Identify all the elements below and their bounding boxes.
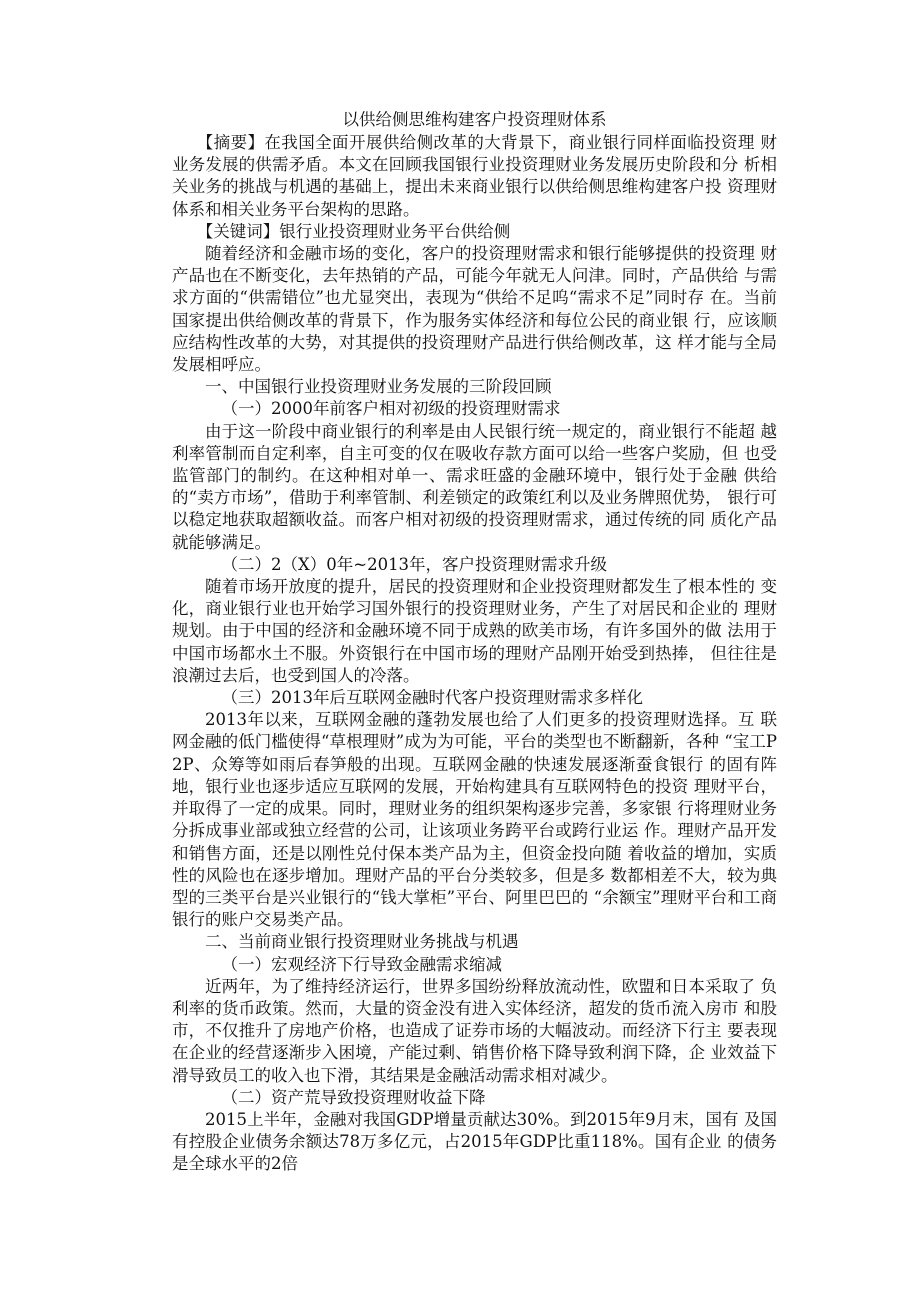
section-2-sub-2-heading: （二）资产荒导致投资理财收益下降 (221, 1087, 486, 1107)
section-1-sub-2-heading: （二）2（X）0年~2013年，客户投资理财需求升级 (221, 554, 608, 574)
section-1-sub-3-heading: （三）2013年后互联网金融时代客户投资理财需求多样化 (221, 688, 643, 708)
section-1-sub-3-paragraph: 2013年以来，互联网金融的蓬勃发展也给了人们更多的投资理财选择。互 联网金融的低门槛使得“草根理财”成为为可能，平台的类型也不断翻新，各种 “宝工P2P、众筹等如雨后春笋般的出现。互联网金融的快速发展逐渐蚕食银行 的固有阵地，银行业也逐步适应互联网的发展，开始构建具有互联网特色的投资 理财平台，并取得了一定的成果。同时，理财业务的组织架构逐步完善，多家银 行将理财业务分拆成事业部或独立经营的公司，让该项业务跨平台或跨行业运 作。理财产品开发和销售方面，还是以刚性兑付保本类产品为主，但资金投向随 着收益的增加，实质性的风险也在逐步增加。理财产品的平台分类较多，但是多 数都相差不大，较为典型的三类平台是兴业银行的“钱大掌柜”平台、阿里巴巴的 “余额宝”理财平台和工商银行的账户交易类产品。 (172, 710, 777, 930)
section-1-sub-1-heading: （一）2000年前客户相对初级的投资理财需求 (221, 399, 561, 419)
section-1-sub-1-paragraph: 由于这一阶段中商业银行的利率是由人民银行统一规定的，商业银行不能超 越利率管制而自定利率，自主可变的仅在吸收存款方面可以给一些客户奖励，但 也受监管部门的制约。在这种相对单一、需求旺盛的金融环境中，银行处于金融 供给的“卖方市场”，借助于利率管制、利差锁定的政策红利以及业务牌照优势， 银行可以稳定地获取超额收益。而客户相对初级的投资理财需求，通过传统的同 质化产品就能够满足。 (172, 421, 777, 552)
section-1-sub-2-paragraph: 随着市场开放度的提升，居民的投资理财和企业投资理财都发生了根本性的 变化，商业银行业也开始学习国外银行的投资理财业务，产生了对居民和企业的 理财规划。由于中国的经济和金融环境不同于成熟的欧美市场，有许多国外的做 法用于中国市场都水土不服。外资银行在中国市场的理财产品刚开始受到热捧， 但往往是浪潮过去后，也受到国人的冷落。 (172, 577, 777, 685)
abstract-paragraph: 【摘要】在我国全面开展供给侧改革的大背景下，商业银行同样面临投资理 财业务发展的供需矛盾。本文在回顾我国银行业投资理财业务发展历史阶段和分 析相关业务的挑战与机遇的基础上，提出未来商业银行以供给侧思维构建客户投 资理财体系和相关业务平台架构的思路。 (172, 133, 777, 219)
keywords-line: 【关键词】银行业投资理财业务平台供给侧 (196, 221, 511, 241)
section-2-sub-2-paragraph: 2015上半年，金融对我国GDP增量贡献达30%。到2015年9月末，国有 及国有控股企业债务余额达78万多亿元，占2015年GDP比重118%。国有企业 的债务是全球水平的2倍 (172, 1109, 777, 1174)
section-1-heading: 一、中国银行业投资理财业务发展的三阶段回顾 (205, 377, 552, 397)
intro-paragraph: 随着经济和金融市场的变化，客户的投资理财需求和银行能够提供的投资理 财产品也在不断变化，去年热销的产品，可能今年就无人问津。同时，产品供给 与需求方面的“供需错位”也尤显突出，表现为“供给不足呜“需求不足”同时存 在。当前国家提出供给侧改革的背景下，作为服务实体经济和每位公民的商业银 行，应该顺应结构性改革的大势，对其提供的投资理财产品进行供给侧改革，这 样才能与全局发展相呼应。 (172, 244, 777, 375)
section-2-sub-1-heading: （一）宏观经济下行导致金融需求缩减 (221, 954, 502, 974)
section-2-sub-1-paragraph: 近两年，为了维持经济运行，世界多国纷纷释放流动性，欧盟和日本采取了 负利率的货币政策。然而，大量的资金没有进入实体经济，超发的货币流入房市 和股市，不仅推升了房地产价格，也造成了证券市场的大幅波动。而经济下行主 要表现在企业的经营逐渐步入困境，产能过剩、销售价格下降导致利润下降，企 业效益下滑导致员工的收入也下滑，其结果是金融活动需求相对减少。 (172, 976, 777, 1085)
section-2-heading: 二、当前商业银行投资理财业务挑战与机遇 (205, 932, 519, 952)
document-body (172, 108, 777, 1176)
document-title: 以供给侧思维构建客户投资理财体系 (342, 110, 607, 129)
